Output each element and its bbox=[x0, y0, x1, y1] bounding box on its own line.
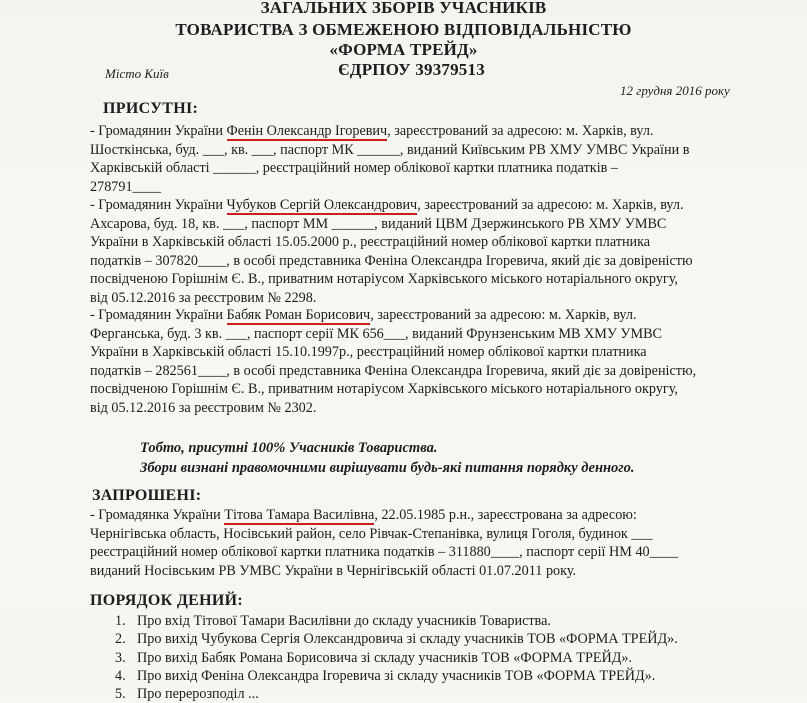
person-2-name: Чубуков Сергій Олександрович bbox=[226, 197, 418, 213]
person-2-line-5: посвідченою Горішнім Є. В., приватним нотаріусом Харківського міського нотаріального округу, bbox=[90, 271, 678, 288]
invited-line-3: реєстраційний номер облікової картки платника податків – 311880____, паспорт серії НМ 40____ bbox=[90, 544, 679, 561]
invited-name: Тітова Тамара Василівна bbox=[224, 507, 375, 523]
agenda-item-number: 4. bbox=[115, 667, 126, 684]
agenda-item-number: 5. bbox=[115, 686, 126, 703]
invited-person bbox=[90, 506, 770, 580]
person-3-line-1 bbox=[90, 306, 770, 325]
agenda-item bbox=[115, 612, 678, 630]
invited-line-2: Чернігівська область, Носівський район, село Рівчак-Степанівка, вулиця Гоголя, будинок ___ bbox=[90, 525, 653, 542]
person-1-line-1 bbox=[90, 122, 770, 141]
person-3-line-2: Ферганська, буд. 3 кв. ___, паспорт серії МК 656___, виданий Фрунзенським МВ ХМУ УМВС bbox=[90, 325, 663, 342]
present-person-3 bbox=[90, 306, 770, 418]
quorum-line-2: Збори визнані правомочними вирішувати будь-які питання порядку денного. bbox=[140, 460, 635, 476]
person-2-prefix: - Громадянин України bbox=[90, 197, 227, 213]
agenda-item-number: 3. bbox=[115, 649, 126, 666]
person-3-address-start: , зареєстрований за адресою: м. Харків, вул. bbox=[370, 307, 637, 323]
person-3-name: Бабяк Роман Борисович bbox=[226, 307, 371, 323]
agenda-item bbox=[115, 667, 678, 685]
person-1-name: Фенін Олександр Ігоревич bbox=[226, 123, 388, 139]
invited-title: ЗАПРОШЕНІ: bbox=[92, 487, 202, 504]
invited-prefix: - Громадянка України bbox=[90, 507, 225, 523]
invited-line-4: виданий Носівським РВ УМВС України в Чернігівській області 01.07.2011 року. bbox=[90, 562, 577, 579]
quorum-line-1: Тобто, присутні 100% Учасників Товариства. bbox=[140, 440, 438, 456]
person-1-line-2: Шосткінська, буд. ___, кв. ___, паспорт МК ______, виданий Київським РВ ХМУ УМВС України в bbox=[90, 141, 690, 158]
agenda-item bbox=[115, 630, 678, 648]
agenda-list bbox=[115, 612, 678, 703]
person-2-line-2: Ахсарова, буд. 18, кв. ___, паспорт ММ ______, виданий ЦВМ Дзержинського РВ ХМУ УМВС bbox=[90, 215, 667, 232]
agenda-item-text: Про вихід Бабяк Романа Борисовича зі складу учасників ТОВ «ФОРМА ТРЕЙД». bbox=[137, 649, 633, 666]
header-line-4: ЄДРПОУ 39379513 bbox=[338, 60, 485, 79]
person-2-line-6: від 05.12.2016 за реєстровим № 2298. bbox=[90, 289, 317, 306]
header-line-1: ЗАГАЛЬНИХ ЗБОРІВ УЧАСНИКІВ bbox=[260, 0, 547, 17]
agenda-item bbox=[115, 649, 678, 667]
person-2-line-3: України в Харківській області 15.05.2000 р., реєстраційний номер облікової картки платника bbox=[90, 234, 651, 251]
agenda-item-text: Про вихід Феніна Олександра Ігоревича зі складу учасників ТОВ «ФОРМА ТРЕЙД». bbox=[137, 667, 656, 684]
present-title: ПРИСУТНІ: bbox=[103, 100, 199, 117]
person-1-address-start: , зареєстрований за адресою: м. Харків, вул. bbox=[387, 123, 654, 139]
person-3-line-4: податків – 282561____, в особі представника Феніна Олександра Ігоревича, який діє за довіреністю, bbox=[90, 362, 697, 379]
agenda-item bbox=[115, 685, 678, 703]
person-3-line-5: посвідченою Горішнім Є. В., приватним нотаріусом Харківського міського нотаріального округу, bbox=[90, 381, 678, 398]
invited-line-1 bbox=[90, 506, 770, 525]
agenda-item-text: Про перерозподіл ... bbox=[137, 686, 259, 703]
person-2-address-start: , зареєстрований за адресою: м. Харків, вул. bbox=[417, 197, 684, 213]
person-2-line-4: податків – 307820____, в особі представника Феніна Олександра Ігоревича, який діє за довіреністю bbox=[90, 252, 693, 269]
agenda-title: ПОРЯДОК ДЕНИЙ: bbox=[90, 592, 244, 609]
agenda-item-text: Про вхід Тітової Тамари Василівни до складу учасників Товариства. bbox=[137, 613, 551, 629]
city: Місто Київ bbox=[105, 66, 169, 81]
invited-address-start: , 22.05.1985 р.н., зареєстрована за адресою: bbox=[374, 507, 637, 523]
person-2-line-1 bbox=[90, 196, 770, 215]
person-3-line-3: України в Харківській області 15.10.1997р., реєстраційний номер облікової картки платника bbox=[90, 344, 647, 361]
person-1-line-4: 278791____ bbox=[90, 178, 161, 195]
person-3-line-6: від 05.12.2016 за реєстровим № 2302. bbox=[90, 399, 317, 416]
header-line-2: ТОВАРИСТВА З ОБМЕЖЕНОЮ ВІДПОВІДАЛЬНІСТЮ bbox=[175, 20, 632, 39]
agenda-item-number: 2. bbox=[115, 631, 126, 648]
person-1-line-3: Харківській області ______, реєстраційний номер облікової картки платника податків – bbox=[90, 160, 618, 177]
date: 12 грудня 2016 року bbox=[620, 83, 730, 98]
present-person-2 bbox=[90, 196, 770, 308]
agenda-item-number: 1. bbox=[115, 613, 126, 629]
present-person-1 bbox=[90, 122, 770, 196]
header-line-3: «ФОРМА ТРЕЙД» bbox=[329, 40, 478, 59]
person-3-prefix: - Громадянин України bbox=[90, 307, 227, 323]
agenda-item-text: Про вихід Чубукова Сергія Олександровича зі складу учасників ТОВ «ФОРМА ТРЕЙД». bbox=[137, 631, 678, 648]
person-1-prefix: - Громадянин України bbox=[90, 123, 227, 139]
